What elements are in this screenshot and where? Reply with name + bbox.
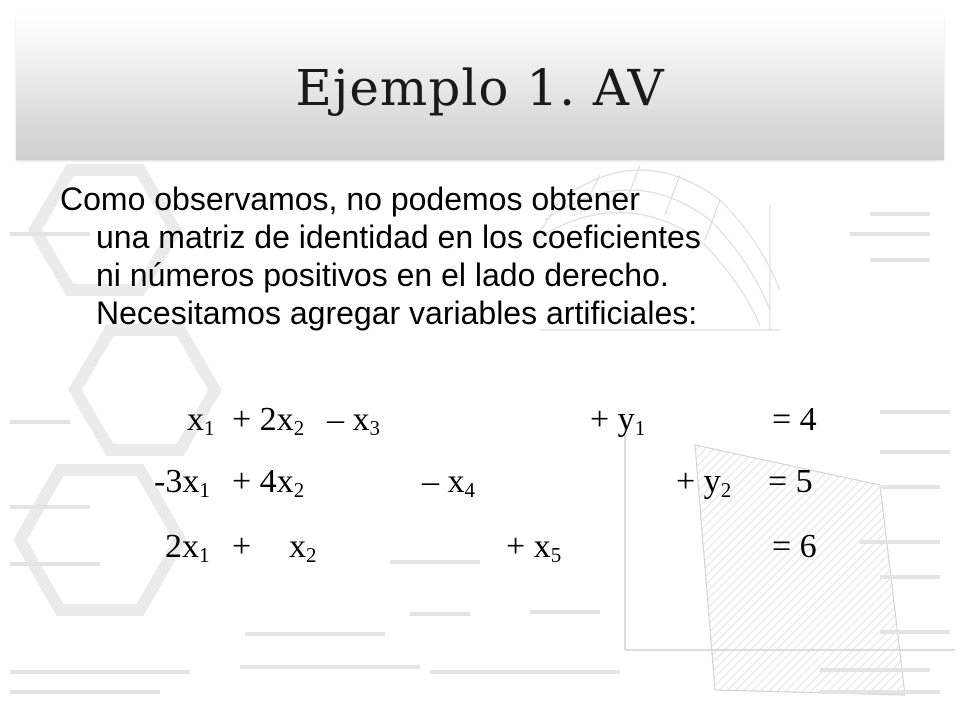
eq2-term-5: = 5	[768, 463, 813, 500]
eq3-term-2: +	[232, 528, 252, 565]
eq2-term-2: + $4x_2$	[232, 463, 305, 502]
eq2-term-1: $-3x_1$	[154, 463, 210, 502]
eq3-term-1: $2x_1$	[165, 528, 210, 567]
body-paragraph	[60, 180, 920, 332]
eq1-term-4: + $y_1$	[590, 401, 646, 440]
body-line-4: Necesitamos agregar variables artificiales:	[96, 295, 698, 331]
eq3-term-3: $x_2$	[289, 528, 317, 567]
body-line-1: Como observamos, no podemos obtener	[60, 181, 640, 217]
eq2-term-4: + $y_2$	[676, 463, 732, 502]
eq1-term-3: – $x_3$	[327, 401, 380, 440]
eq2-term-3: – $x_4$	[422, 463, 475, 502]
eq3-term-5: = 6	[772, 528, 817, 565]
body-line-3: ni números positivos en el lado derecho.	[96, 257, 669, 293]
eq1-term-2: + $2x_2$	[232, 401, 305, 440]
eq3-term-4: + $x_5$	[506, 528, 562, 567]
eq1-term-1: $x_1$	[187, 401, 215, 440]
eq1-term-5: = 4	[772, 401, 817, 438]
slide-title: Ejemplo 1. AV	[295, 59, 665, 117]
body-line-2: una matriz de identidad en los coeficientes	[96, 219, 701, 255]
